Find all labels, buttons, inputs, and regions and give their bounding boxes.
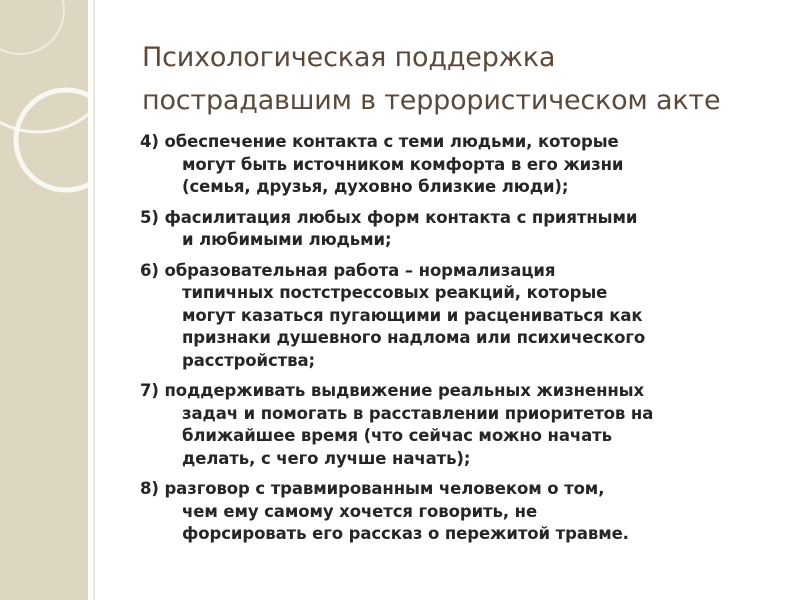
list-item-line: форсировать его рассказ о пережитой травме. <box>182 524 629 543</box>
decorative-divider <box>93 0 95 600</box>
list-item-line: могут быть источником комфорта в его жизни <box>182 154 624 174</box>
list-item-line: типичных постстрессовых реакций, которые <box>182 283 608 302</box>
list-item-line: ближайшее время (что сейчас можно начать <box>182 426 612 445</box>
slide-content <box>140 131 780 554</box>
slide-title <box>142 36 782 122</box>
list-item <box>140 478 780 546</box>
list-item <box>140 131 780 199</box>
list-item-line: 8) разговор с травмированным человеком о том, <box>140 479 605 498</box>
list-item-line: признаки душевного надлома или психического <box>182 328 646 347</box>
list-item-line: чем ему самому хочется говорить, не <box>182 501 538 521</box>
list-item <box>140 260 780 373</box>
list-item-line: 4) обеспечение контакта с теми людьми, которые <box>140 132 619 151</box>
list-item-line: 7) поддерживать выдвижение реальных жизненных <box>140 381 645 400</box>
list-item-line: могут казаться пугающими и расцениваться как <box>182 305 643 325</box>
list-item-line: 6) образовательная работа – нормализация <box>140 260 556 280</box>
list-item-line: (семья, друзья, духовно близкие люди); <box>182 177 569 196</box>
slide-title-line: пострадавшим в террористическом акте <box>142 85 721 116</box>
list-item-line: и любимыми людьми; <box>182 230 392 249</box>
slide-title-line: Психологическая поддержка <box>142 42 556 73</box>
list-item-line: делать, с чего лучше начать); <box>182 448 471 468</box>
list-item <box>140 207 780 252</box>
list-item-line: 5) фасилитация любых форм контакта с приятными <box>140 207 638 227</box>
decorative-rings-icon <box>0 0 88 600</box>
list-item-line: расстройства; <box>182 350 315 370</box>
list-item <box>140 380 780 470</box>
list-item-line: задач и помогать в расставлении приоритетов на <box>182 403 654 423</box>
decorative-side-band <box>0 0 88 600</box>
